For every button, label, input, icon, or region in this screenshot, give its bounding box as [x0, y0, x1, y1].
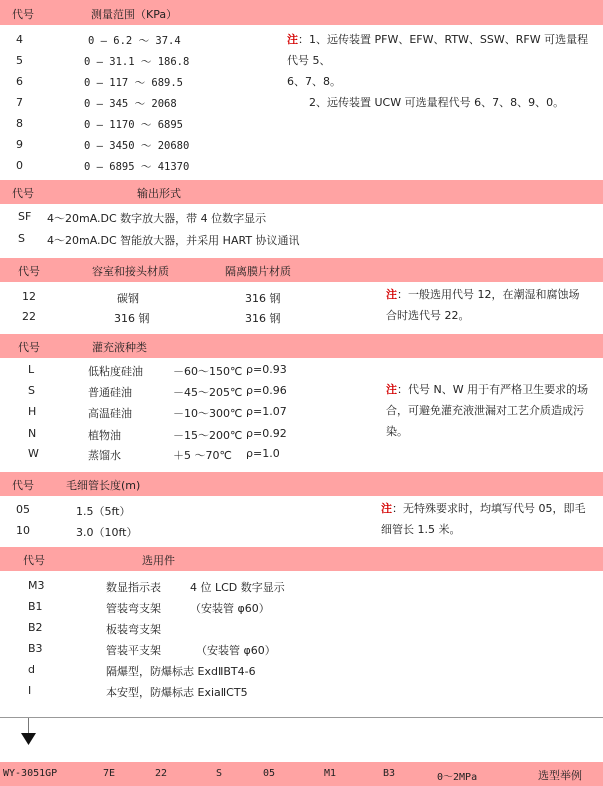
example-band [0, 762, 603, 786]
output-header-title: 输出形式 [137, 187, 181, 200]
example-fill-code: S [216, 768, 223, 779]
range-header-code: 代号 [12, 8, 34, 21]
material-header-band [0, 258, 603, 282]
options-code-i: I [28, 684, 32, 697]
capillary-note [381, 498, 601, 540]
capillary-header-band [0, 472, 603, 496]
options-code-b3: B3 [28, 642, 43, 655]
fill-name-n: 植物油 [88, 429, 121, 442]
divider-line [0, 717, 603, 718]
example-model: WY-3051GP [3, 768, 58, 779]
example-range-code: 7E [103, 768, 116, 779]
options-name-m3: 数显指示表 [106, 581, 161, 594]
fill-name-w: 蒸馏水 [88, 449, 121, 462]
fill-code-s: S [28, 384, 35, 397]
fill-note-label: 注 [386, 383, 397, 396]
options-name-i: 本安型，防爆标志 ExiaⅡCT5 [106, 686, 248, 699]
example-option2-code: B3 [383, 768, 396, 779]
fill-rho-n: ρ=0.92 [246, 427, 287, 440]
range-note-line3: 2、远传装置 UCW 可选量程代号 6、7、8、9、0。 [309, 96, 565, 109]
options-name-b2: 板装弯支架 [106, 623, 161, 636]
range-code-5: 5 [16, 54, 23, 67]
fill-header-code: 代号 [18, 341, 40, 354]
fill-temp-s: －45～205℃ [173, 386, 243, 399]
fill-temp-h: －10～300℃ [173, 407, 243, 420]
output-code-sf: SF [18, 210, 32, 223]
material-header-diaphragm: 隔离膜片材质 [225, 265, 291, 278]
range-code-7: 7 [16, 96, 23, 109]
fill-rho-l: ρ=0.93 [246, 363, 287, 376]
options-detail-m3: 4 位 LCD 数字显示 [190, 581, 285, 594]
capillary-value-05: 1.5（5ft） [76, 505, 131, 518]
output-header-band [0, 180, 603, 204]
output-header-code: 代号 [12, 187, 34, 200]
fill-code-h: H [28, 405, 37, 418]
range-header-title: 测量范围（KPa） [91, 8, 178, 21]
material-note [386, 284, 600, 326]
range-note-label: 注 [287, 33, 298, 46]
fill-rho-w: ρ=1.0 [246, 447, 280, 460]
capillary-note-line2: 细管长 1.5 米。 [381, 523, 461, 536]
fill-name-s: 普通硅油 [88, 386, 132, 399]
output-value-s: 4～20mA.DC 智能放大器，并采用 HART 协议通讯 [47, 234, 300, 247]
material-note-label: 注 [386, 288, 397, 301]
capillary-code-05: 05 [16, 503, 30, 516]
example-capillary-code: 05 [263, 768, 276, 779]
material-diaphragm-12: 316 钢 [245, 292, 281, 305]
range-header-band [0, 0, 603, 25]
material-note-line2: 合时选代号 22。 [386, 309, 470, 322]
material-chamber-22: 316 钢 [114, 312, 150, 325]
fill-header-band [0, 334, 603, 358]
options-header-title: 选用件 [142, 554, 175, 567]
material-code-22: 22 [22, 310, 36, 323]
fill-code-l: L [28, 363, 35, 376]
capillary-code-10: 10 [16, 524, 30, 537]
capillary-value-10: 3.0（10ft） [76, 526, 138, 539]
options-header-band [0, 547, 603, 571]
fill-name-h: 高温硅油 [88, 407, 132, 420]
output-code-s: S [18, 232, 25, 245]
output-value-sf: 4～20mA.DC 数字放大器，带 4 位数字显示 [47, 212, 267, 225]
range-value-4: 0 — 6.2 ～ 37.4 [88, 35, 181, 47]
options-name-d: 隔爆型，防爆标志 ExdⅡBT4-6 [106, 665, 256, 678]
capillary-note-line1: ：无特殊要求时，均填写代号 05，即毛 [392, 502, 586, 515]
range-value-0: 0 — 6895 ～ 41370 [84, 161, 190, 173]
fill-note-line1: ：代号 N、W 用于有严格卫生要求的场 [397, 383, 589, 396]
example-material-code: 22 [155, 768, 168, 779]
range-note [287, 29, 599, 113]
fill-temp-w: ＋5 ～70℃ [173, 449, 232, 462]
range-value-5: 0 — 31.1 ～ 186.8 [84, 56, 190, 68]
fill-rho-h: ρ=1.07 [246, 405, 287, 418]
options-detail-b1: （安装管 φ60） [190, 602, 270, 615]
fill-temp-n: －15～200℃ [173, 429, 243, 442]
range-note-line2: 6、7、8。 [287, 75, 341, 88]
material-code-12: 12 [22, 290, 36, 303]
material-header-code: 代号 [18, 265, 40, 278]
fill-rho-s: ρ=0.96 [246, 384, 287, 397]
capillary-note-label: 注 [381, 502, 392, 515]
fill-code-n: N [28, 427, 37, 440]
fill-header-title: 灌充液种类 [92, 341, 147, 354]
fill-note-line2: 合，可避免灌充液泄漏对工艺介质造成污 [386, 404, 584, 417]
range-value-9: 0 — 3450 ～ 20680 [84, 140, 190, 152]
options-code-b1: B1 [28, 600, 43, 613]
example-label: 选型举例 [538, 769, 582, 782]
options-header-code: 代号 [23, 554, 45, 567]
material-chamber-12: 碳钢 [117, 292, 139, 305]
range-code-9: 9 [16, 138, 23, 151]
down-arrow-icon [21, 733, 36, 745]
range-value-8: 0 — 1170 ～ 6895 [84, 119, 184, 131]
range-code-8: 8 [16, 117, 23, 130]
example-option1-code: M1 [324, 768, 337, 779]
options-name-b3: 管装平支架 [106, 644, 161, 657]
fill-code-w: W [28, 447, 39, 460]
fill-temp-l: －60～150℃ [173, 365, 243, 378]
range-note-line1: ：1、远传装置 PFW、EFW、RTW、SSW、RFW 可选量程代号 5、 [287, 33, 589, 67]
fill-note-line3: 染。 [386, 425, 408, 438]
fill-note [386, 379, 600, 442]
material-header-chamber: 容室和接头材质 [92, 265, 169, 278]
capillary-header-title: 毛细管长度(m) [66, 479, 141, 492]
options-code-d: d [28, 663, 35, 676]
material-diaphragm-22: 316 钢 [245, 312, 281, 325]
range-code-4: 4 [16, 33, 23, 46]
options-code-m3: M3 [28, 579, 45, 592]
range-value-7: 0 — 345 ～ 2068 [84, 98, 177, 110]
fill-name-l: 低粘度硅油 [88, 365, 143, 378]
range-value-6: 0 — 117 ～ 689.5 [84, 77, 184, 89]
options-name-b1: 管装弯支架 [106, 602, 161, 615]
options-detail-b3: （安装管 φ60） [196, 644, 276, 657]
range-code-6: 6 [16, 75, 23, 88]
options-code-b2: B2 [28, 621, 43, 634]
example-pressure: 0～2MPa [437, 772, 478, 783]
material-note-line1: ：一般选用代号 12，在潮湿和腐蚀场 [397, 288, 580, 301]
capillary-header-code: 代号 [12, 479, 34, 492]
range-code-0: 0 [16, 159, 23, 172]
